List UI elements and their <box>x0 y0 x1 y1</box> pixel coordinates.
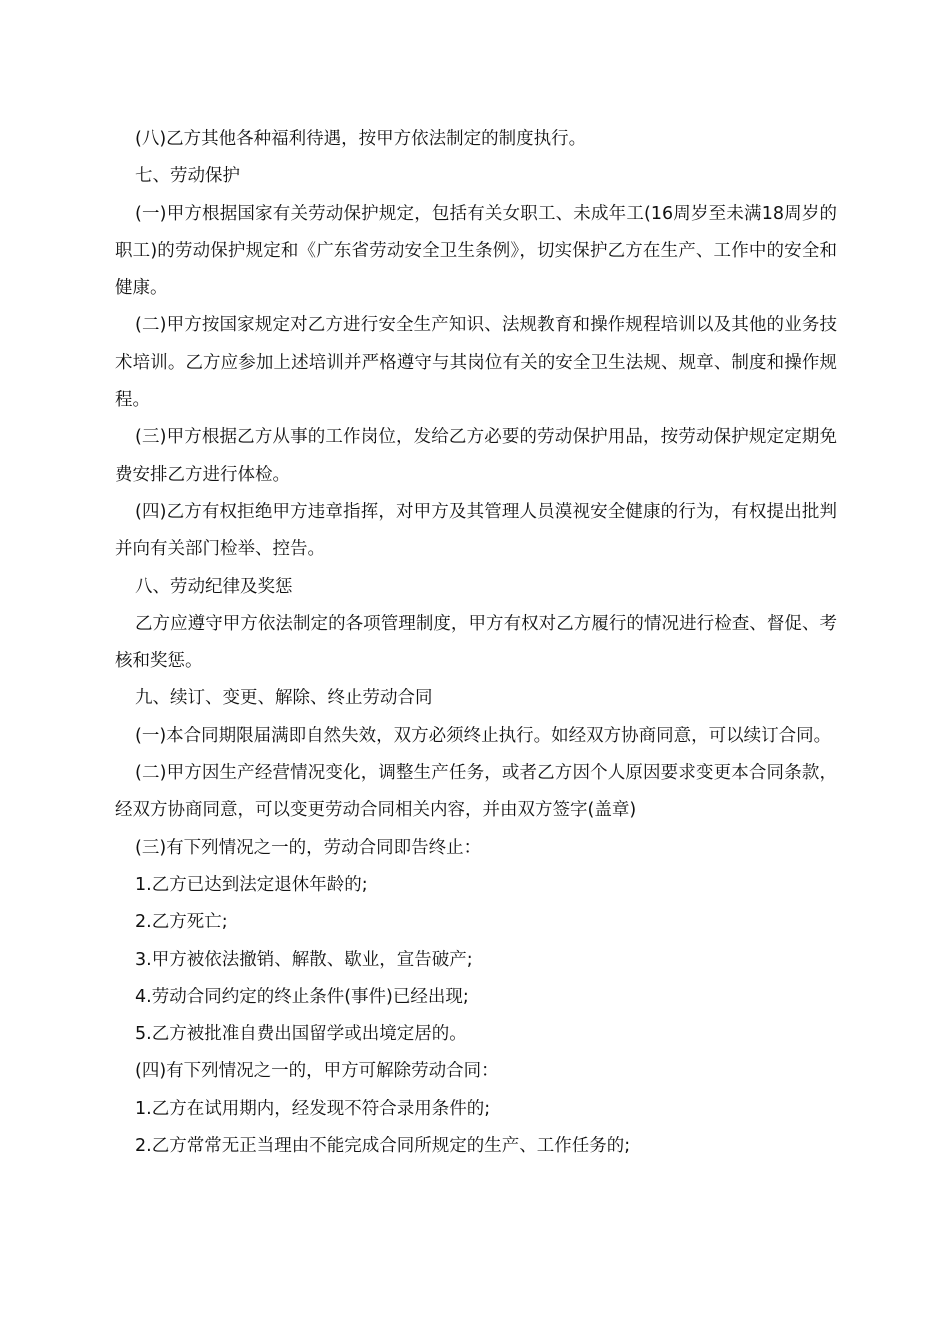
paragraph: (八)乙方其他各种福利待遇，按甲方依法制定的制度执行。 <box>135 129 587 149</box>
list-item: 4.劳动合同约定的终止条件(事件)已经出现; <box>135 986 469 1007</box>
list-item: 2.乙方常常无正当理由不能完成合同所规定的生产、工作任务的; <box>135 1136 631 1157</box>
section-heading: 九、续订、变更、解除、终止劳动合同 <box>135 688 433 709</box>
paragraph: (二)甲方按国家规定对乙方进行安全生产知识、法规教育和操作规程培训以及其他的业务技术培训。乙方应参加上述培训并严格遵守与其岗位有关的安全卫生法规、规章、制度和操作规程。 <box>115 315 837 411</box>
paragraph: (四)有下列情况之一的，甲方可解除劳动合同： <box>135 1061 499 1082</box>
list-item: 1.乙方在试用期内，经发现不符合录用条件的; <box>135 1098 491 1119</box>
paragraph: (二)甲方因生产经营情况变化，调整生产任务，或者乙方因个人原因要求变更本合同条款，经双方协商同意，可以变更劳动合同相关内容，并由双方签字(盖章) <box>115 763 837 821</box>
document-body <box>115 121 837 1165</box>
section-heading: 八、劳动纪律及奖惩 <box>135 576 293 597</box>
paragraph: (一)本合同期限届满即自然失效，双方必须终止执行。如经双方协商同意，可以续订合同。 <box>135 725 832 746</box>
paragraph: (四)乙方有权拒绝甲方违章指挥，对甲方及其管理人员漠视安全健康的行为，有权提出批判并向有关部门检举、控告。 <box>115 501 837 560</box>
list-item: 3.甲方被依法撤销、解散、歇业，宣告破产; <box>135 949 473 970</box>
paragraph: (三)甲方根据乙方从事的工作岗位，发给乙方必要的劳动保护用品，按劳动保护规定定期免费安排乙方进行体检。 <box>115 427 837 485</box>
paragraph: 乙方应遵守甲方依法制定的各项管理制度，甲方有权对乙方履行的情况进行检查、督促、考核和奖惩。 <box>115 613 837 672</box>
list-item: 2.乙方死亡; <box>135 912 228 933</box>
list-item: 5.乙方被批准自费出国留学或出境定居的。 <box>135 1024 467 1045</box>
list-item: 1.乙方已达到法定退休年龄的; <box>135 874 368 895</box>
section-heading: 七、劳动保护 <box>135 166 240 187</box>
paragraph: (三)有下列情况之一的，劳动合同即告终止： <box>135 837 482 858</box>
paragraph: (一)甲方根据国家有关劳动保护规定，包括有关女职工、未成年工(16周岁至未满18周岁的职工)的劳动保护规定和《广东省劳动安全卫生条例》，切实保护乙方在生产、工作中的安全和健康。 <box>115 203 837 299</box>
